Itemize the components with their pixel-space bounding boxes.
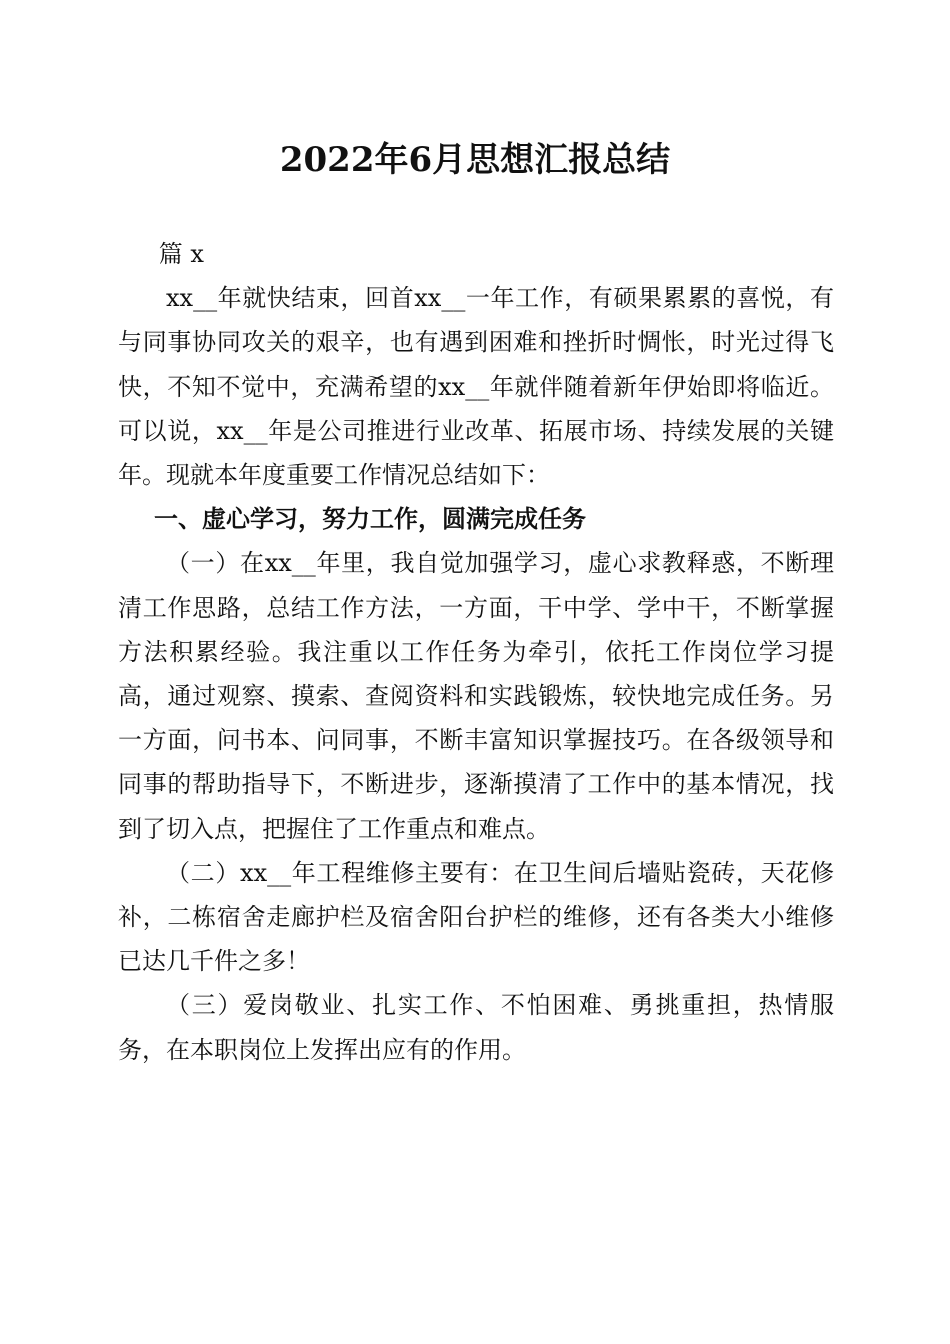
paragraph-2: （二）xx__年工程维修主要有：在卫生间后墙贴瓷砖，天花修补，二栋宿舍走廊护栏及宿舍阳台护栏的维修，还有各类大小维修已达几千件之多！: [118, 858, 834, 976]
document-title: 2022年6月思想汇报总结: [279, 140, 671, 180]
paragraph-1: （一）在xx__年里，我自觉加强学习，虚心求教释惑，不断理清工作思路，总结工作方法，一方面，干中学、学中干，不断掌握方法积累经验。我注重以工作任务为牵引，依托工作岗位学习提高，通过观察、摸索、查阅资料和实践锻炼，较快地完成任务。另一方面，问书本、问同事，不断丰富知识掌握技巧。在各级领导和同事的帮助指导下，不断进步，逐渐摸清了工作中的基本情况，找到了切入点，把握住了工作重点和难点。: [118, 549, 834, 843]
section-heading-1: 一、虚心学习，努力工作，圆满完成任务: [154, 505, 586, 534]
document-body: [118, 232, 834, 1072]
intro-paragraph: xx__年就快结束，回首xx__一年工作，有硕果累累的喜悦，有与同事协同攻关的艰辛，也有遇到困难和挫折时惆怅，时光过得飞快，不知不觉中，充满希望的xx__年就伴随着新年伊始即将临近。可以说，xx__年是公司推进行业改革、拓展市场、持续发展的关键年。现就本年度重要工作情况总结如下：: [118, 284, 834, 490]
section-label: 篇 x: [158, 240, 204, 268]
paragraph-3: （三）爱岗敬业、扎实工作、不怕困难、勇挑重担，热情服务，在本职岗位上发挥出应有的作用。: [118, 991, 834, 1064]
